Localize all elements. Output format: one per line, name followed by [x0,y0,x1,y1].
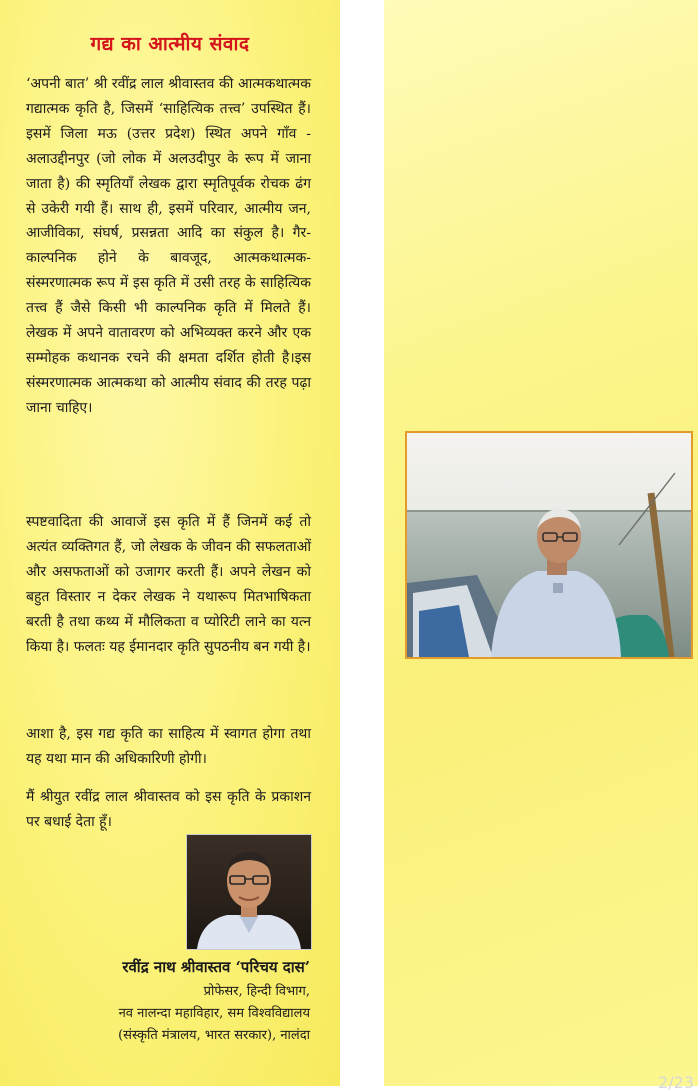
reviewer-photo [186,834,312,950]
author-boat-photo [405,431,693,659]
reviewer-designation: प्रोफेसर, हिन्दी विभाग, [203,984,310,999]
paragraph-intro: ‘अपनी बात’ श्री रवींद्र लाल श्रीवास्तव की आत्मकथात्मक गद्यात्मक कृति है, जिसमें ‘साहित्यिक तत्त्व’ उपस्थित हैं। इसमें जिला मऊ (उत्तर प्रदेश) स्थित अपने गाँव - अलाउद्दीनपुर (जो लोक में अलउदीपुर के रूप में जाना जाता है) की स्मृतियाँ लेखक द्वारा स्मृतिपूर्वक रोचक ढंग से उकेरी गयी हैं। साथ ही, इसमें परिवार, आत्मीय जन, आजीविका, संघर्ष, प्रसन्नता आदि का संकुल है। गैर-काल्पनिक होने के बावजूद, आत्मकथात्मक- संस्मरणात्मक रूप में इस कृति में उसी तरह के साहित्यिक तत्त्व हैं जैसे किसी भी काल्पनिक कृति में मिलते हैं। लेखक में अपने वातावरण को अभिव्यक्त करने और एक सम्मोहक कथानक रचने की क्षमता दर्शित होती है।इस संस्मरणात्मक आत्मकथा को आत्मीय संवाद की तरह पढ़ा जाना चाहिए। [26,76,311,416]
paragraph-hope: आशा है, इस गद्य कृति का साहित्य में स्वागत होगा तथा यह यथा मान की अधिकारिणी होगी। [26,726,311,767]
paragraph-congrats: मैं श्रीयुत रवींद्र लाल श्रीवास्तव को इस कृति के प्रकाशन पर बधाई देता हूँ। [26,789,311,830]
reviewer-name: रवींद्र नाथ श्रीवास्तव ‘परिचय दास’ [122,958,310,976]
page-gutter [340,0,384,1086]
paragraph-candor: स्पष्टवादिता की आवाजें इस कृति में हैं जिनमें कई तो अत्यंत व्यक्तिगत हैं, जो लेखक के जीवन की सफलताओं और असफताओं को उजागर करती हैं। अपने लेखन को बहुत विस्तार न देकर लेखक ने यथारूप मितभाषिकता बरती है तथा कथ्य में मौलिकता व प्योरिटी लाने का यत्न किया है। फलतः यह ईमानदार कृति सुपठनीय बन गयी है। [26,514,311,655]
page-indicator: 2/23 [658,1073,694,1092]
reviewer-institution: नव नालन्दा महाविहार, सम विश्वविद्यालय [118,1006,310,1021]
back-cover [0,0,340,1086]
reviewer-ministry: (संस्कृति मंत्रालय, भारत सरकार), नालंदा [118,1028,310,1043]
book-title: गद्य का आत्मीय संवाद [90,33,250,55]
